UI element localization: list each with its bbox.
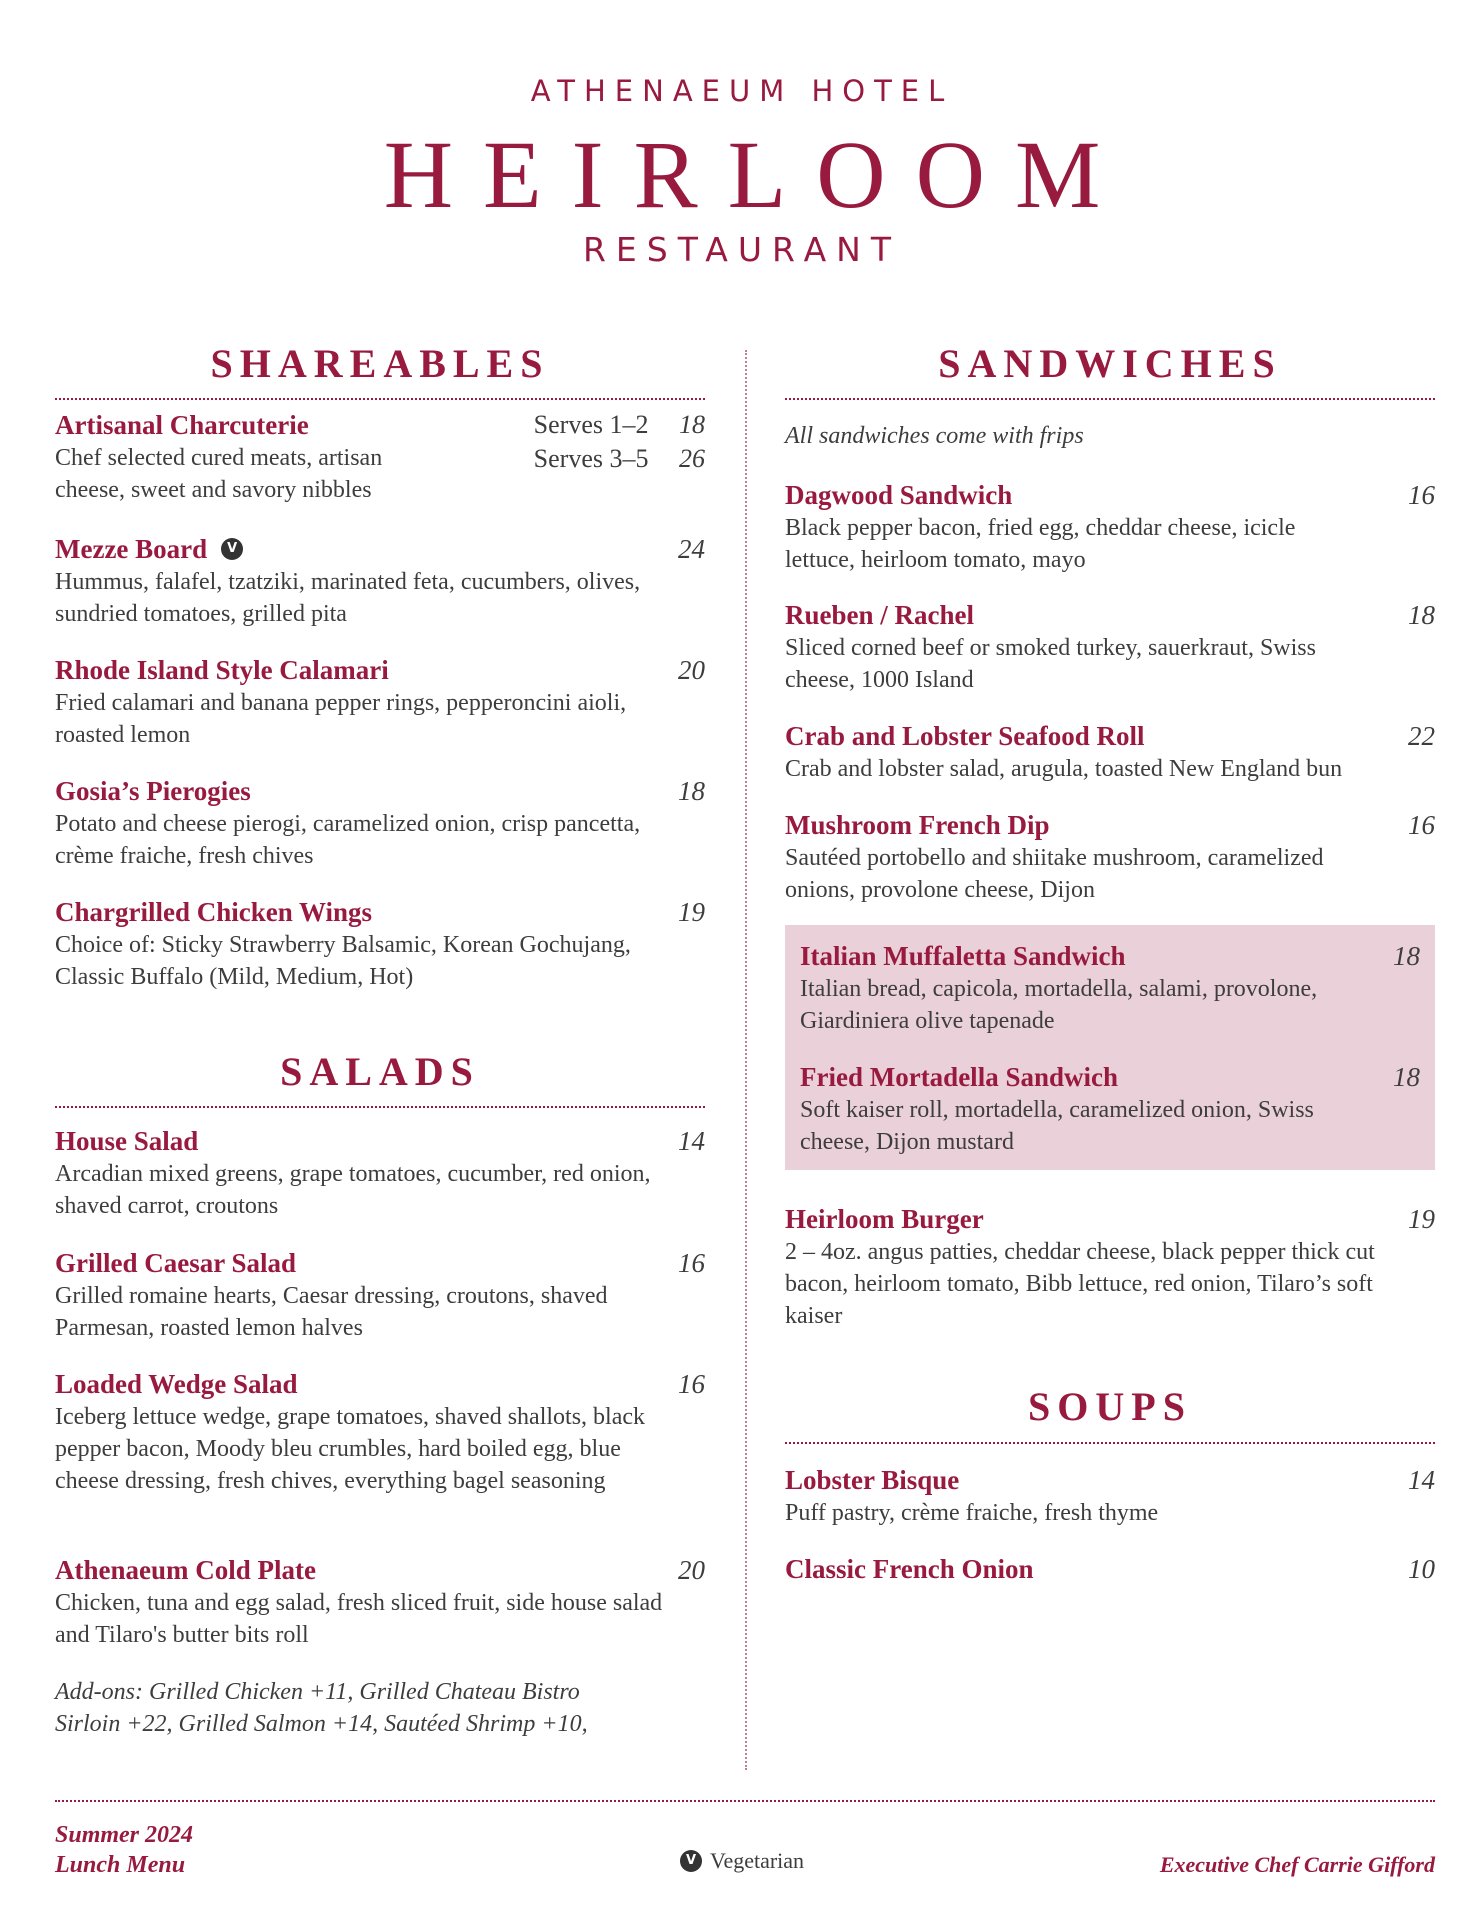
restaurant-subtitle: RESTAURANT — [582, 230, 902, 269]
featured-sandwiches — [785, 925, 1435, 1170]
item-name: Heirloom Burger — [785, 1204, 984, 1234]
item-price: 22 — [1408, 721, 1435, 751]
item-description: Potato and cheese pierogi, caramelized onion, crisp pancetta, crème fraiche, fresh chives — [55, 811, 641, 869]
section-title-soups: SOUPS — [1028, 1384, 1192, 1429]
item-name: Athenaeum Cold Plate — [55, 1555, 316, 1585]
menu-item-mortadella — [800, 1060, 1420, 1158]
footer-menu-label — [55, 1820, 193, 1880]
item-description: Sliced corned beef or smoked turkey, sauerkraut, Swiss cheese, 1000 Island — [785, 635, 1316, 693]
menu-item-seafood-roll — [785, 719, 1435, 785]
item-price: 20 — [678, 1555, 705, 1585]
item-name — [55, 532, 243, 566]
item-price: 20 — [678, 655, 705, 685]
menu-item-rueben — [785, 598, 1435, 696]
item-price: 18 — [1393, 941, 1420, 971]
section-title-sandwiches: SANDWICHES — [938, 341, 1282, 386]
item-name: Rhode Island Style Calamari — [55, 655, 389, 685]
item-price: 14 — [678, 1126, 705, 1156]
menu-item-house-salad — [55, 1124, 705, 1222]
right-column — [785, 0, 1435, 1920]
item-price: 19 — [1408, 1204, 1435, 1234]
menu-item-dagwood — [785, 478, 1435, 576]
serves-option — [534, 408, 705, 442]
item-price: 16 — [678, 1248, 705, 1278]
menu-item-mezze-board — [55, 532, 705, 630]
menu-item-lobster-bisque — [785, 1463, 1435, 1529]
item-description: Soft kaiser roll, mortadella, caramelized onion, Swiss cheese, Dijon mustard — [800, 1097, 1314, 1155]
menu-item-caesar-salad — [55, 1246, 705, 1344]
item-name-text: Mezze Board — [55, 534, 208, 564]
vegetarian-legend — [680, 1848, 804, 1874]
section-divider — [785, 1442, 1435, 1444]
salad-addons: Add-ons: Grilled Chicken +11, Grilled Chateau Bistro Sirloin +22, Grilled Salmon +14, Sautéed Shrimp +10, — [55, 1679, 588, 1737]
item-name: Crab and Lobster Seafood Roll — [785, 721, 1145, 751]
item-name: Fried Mortadella Sandwich — [800, 1062, 1118, 1092]
vegetarian-icon: V — [221, 538, 243, 560]
executive-chef: Executive Chef Carrie Gifford — [1159, 1852, 1435, 1877]
item-name: Gosia’s Pierogies — [55, 776, 251, 806]
item-description: Black pepper bacon, fried egg, cheddar cheese, icicle lettuce, heirloom tomato, mayo — [785, 515, 1296, 573]
item-name: Artisanal Charcuterie — [55, 410, 309, 440]
item-name: Grilled Caesar Salad — [55, 1248, 297, 1278]
item-description: Arcadian mixed greens, grape tomatoes, cucumber, red onion, shaved carrot, croutons — [55, 1161, 651, 1219]
item-name: Mushroom French Dip — [785, 810, 1050, 840]
item-description: Iceberg lettuce wedge, grape tomatoes, shaved shallots, black pepper bacon, Moody bleu crumbles, hard boiled egg, blue cheese dressing, fresh chives, everything bagel seasoning — [55, 1404, 646, 1494]
item-description: Puff pastry, crème fraiche, fresh thyme — [785, 1500, 1159, 1526]
item-description: Chicken, tuna and egg salad, fresh sliced fruit, side house salad and Tilaro's butter bits roll — [55, 1590, 663, 1648]
serves-label: Serves 3–5 — [533, 444, 649, 473]
section-divider — [55, 398, 705, 400]
sandwiches-note: All sandwiches come with frips — [785, 423, 1084, 449]
item-name: Classic French Onion — [785, 1554, 1034, 1584]
section-title-shareables: SHAREABLES — [210, 341, 550, 386]
item-price: 16 — [1408, 480, 1435, 510]
item-price: 24 — [678, 534, 705, 564]
menu-item-burger — [785, 1202, 1435, 1332]
serves-price: 18 — [679, 410, 705, 439]
item-description: Hummus, falafel, tzatziki, marinated feta, cucumbers, olives, sundried tomatoes, grilled pita — [55, 569, 641, 627]
vegetarian-legend-label: Vegetarian — [710, 1848, 805, 1873]
restaurant-logo: HEIRLOOM — [383, 121, 1131, 228]
section-divider — [55, 1106, 705, 1108]
item-name: Chargrilled Chicken Wings — [55, 897, 373, 927]
item-description: 2 – 4oz. angus patties, cheddar cheese, black pepper thick cut bacon, heirloom tomato, Bibb lettuce, red onion, Tilaro’s soft kaiser — [785, 1239, 1375, 1329]
footer-menu-type: Lunch Menu — [55, 1852, 186, 1878]
item-description: Crab and lobster salad, arugula, toasted New England bun — [785, 756, 1343, 782]
item-description: Chef selected cured meats, artisan cheese, sweet and savory nibbles — [55, 445, 383, 503]
menu-item-pierogies — [55, 774, 705, 872]
item-name: Loaded Wedge Salad — [55, 1369, 298, 1399]
item-price: 18 — [1393, 1062, 1420, 1092]
item-description: Sautéed portobello and shiitake mushroom, caramelized onions, provolone cheese, Dijon — [785, 845, 1324, 903]
item-description: Italian bread, capicola, mortadella, salami, provolone, Giardiniera olive tapenade — [800, 976, 1318, 1034]
footer-divider — [55, 1800, 1435, 1802]
item-price: 16 — [678, 1369, 705, 1399]
item-price: 14 — [1408, 1465, 1435, 1495]
menu-item-charcuterie — [55, 408, 705, 506]
serves-label: Serves 1–2 — [533, 410, 649, 439]
menu-item-french-onion — [785, 1552, 1435, 1586]
hotel-name: ATHENAEUM HOTEL — [530, 74, 954, 108]
left-column — [55, 0, 705, 1920]
item-price: 19 — [678, 897, 705, 927]
section-divider — [785, 398, 1435, 400]
item-description: Grilled romaine hearts, Caesar dressing, croutons, shaved Parmesan, roasted lemon halves — [55, 1283, 608, 1341]
menu-item-calamari — [55, 653, 705, 751]
item-price: 18 — [1408, 600, 1435, 630]
item-price: 18 — [678, 776, 705, 806]
item-description: Choice of: Sticky Strawberry Balsamic, Korean Gochujang, Classic Buffalo (Mild, Medium, Hot) — [55, 932, 631, 990]
item-price: 16 — [1408, 810, 1435, 840]
item-name: Rueben / Rachel — [785, 600, 974, 630]
menu-item-muffaletta — [800, 939, 1420, 1037]
item-description: Fried calamari and banana pepper rings, pepperoncini aioli, roasted lemon — [55, 690, 627, 748]
serves-price: 26 — [679, 444, 705, 473]
menu-item-chicken-wings — [55, 895, 705, 993]
item-name: House Salad — [55, 1126, 199, 1156]
column-divider — [745, 350, 747, 1770]
serves-option — [534, 442, 705, 476]
footer-season: Summer 2024 — [55, 1822, 194, 1848]
vegetarian-icon: V — [680, 1850, 702, 1872]
menu-item-french-dip — [785, 808, 1435, 906]
section-title-salads: SALADS — [280, 1049, 480, 1094]
menu-item-wedge-salad — [55, 1367, 705, 1497]
menu-item-cold-plate — [55, 1553, 705, 1651]
item-price: 10 — [1408, 1554, 1435, 1584]
item-name: Lobster Bisque — [785, 1465, 960, 1495]
item-name: Dagwood Sandwich — [785, 480, 1013, 510]
item-name: Italian Muffaletta Sandwich — [800, 941, 1126, 971]
